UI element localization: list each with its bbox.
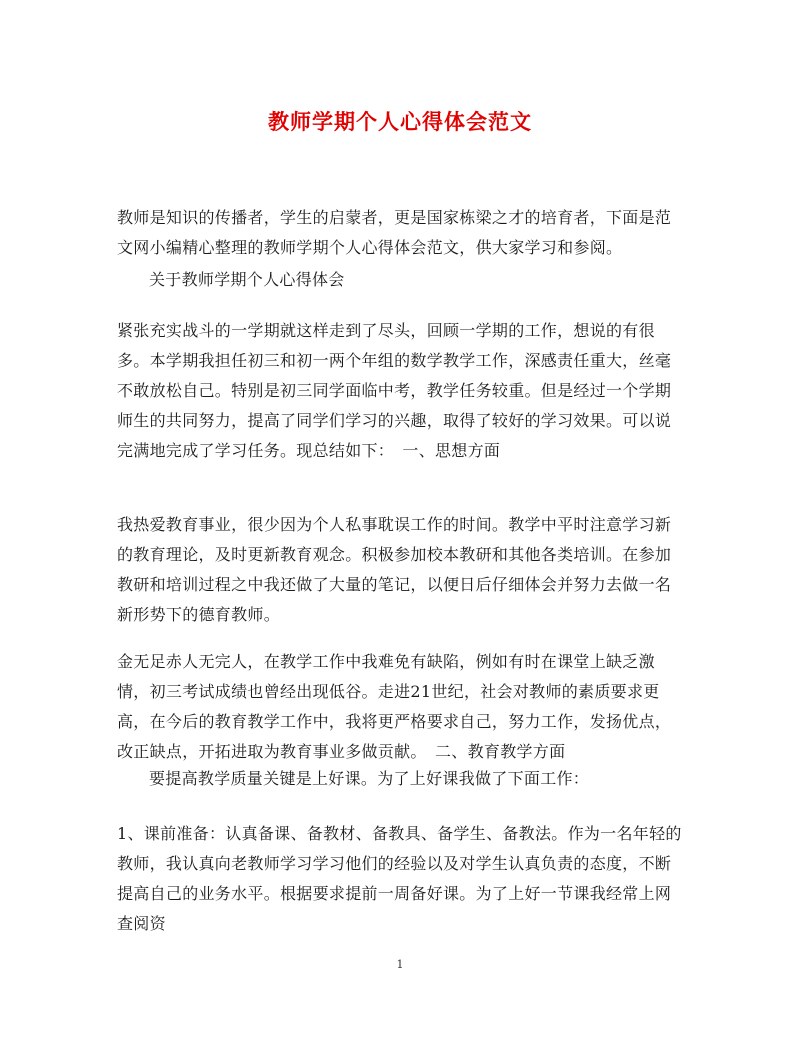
body-paragraph-4: 要提高教学质量关键是上好课。为了上好课我做了下面工作：: [149, 769, 590, 788]
body-paragraph-2: 我热爱教育事业，很少因为个人私事耽误工作的时间。教学中平时注意学习新的教育理论，及时更新教育观念。积极参加校本教研和其他各类培训。在参加教研和培训过程之中我还做了大量的笔记，以便日后仔细体会并努力去做一名新形势下的德育教师。: [117, 515, 672, 624]
document-title: 教师学期个人心得体会范文: [268, 109, 532, 134]
body-paragraph-3: 金无足赤人无完人，在教学工作中我难免有缺陷，例如有时在课堂上缺乏激情，初三考试成绩也曾经出现低谷。走进21世纪，社会对教师的素质要求更高，在今后的教育教学工作中，我将更严格要求自己，努力工作，发扬优点，改正缺点，开拓进取为教育事业多做贡献。 二、教育教学方面: [117, 652, 672, 761]
intro-paragraph: 教师是知识的传播者，学生的启蒙者，更是国家栋梁之才的培育者，下面是范文网小编精心整理的教师学期个人心得体会范文，供大家学习和参阅。: [117, 208, 672, 257]
page-number: 1: [396, 958, 404, 971]
section-heading: 关于教师学期个人心得体会: [149, 270, 345, 289]
body-paragraph-5: 1、课前准备：认真备课、备教材、备教具、备学生、备教法。作为一名年轻的教师，我认真向老教师学习学习他们的经验以及对学生认真负责的态度，不断提高自己的业务水平。根据要求提前一周备好课。为了上好一节课我经常上网查阅资: [117, 824, 682, 933]
body-paragraph-1: 紧张充实战斗的一学期就这样走到了尽头，回顾一学期的工作，想说的有很多。本学期我担任初三和初一两个年组的数学教学工作，深感责任重大，丝毫不敢放松自己。特别是初三同学面临中考，教学任务较重。但是经过一个学期师生的共同努力，提高了同学们学习的兴趣，取得了较好的学习效果。可以说完满地完成了学习任务。现总结如下： 一、思想方面: [117, 321, 672, 460]
